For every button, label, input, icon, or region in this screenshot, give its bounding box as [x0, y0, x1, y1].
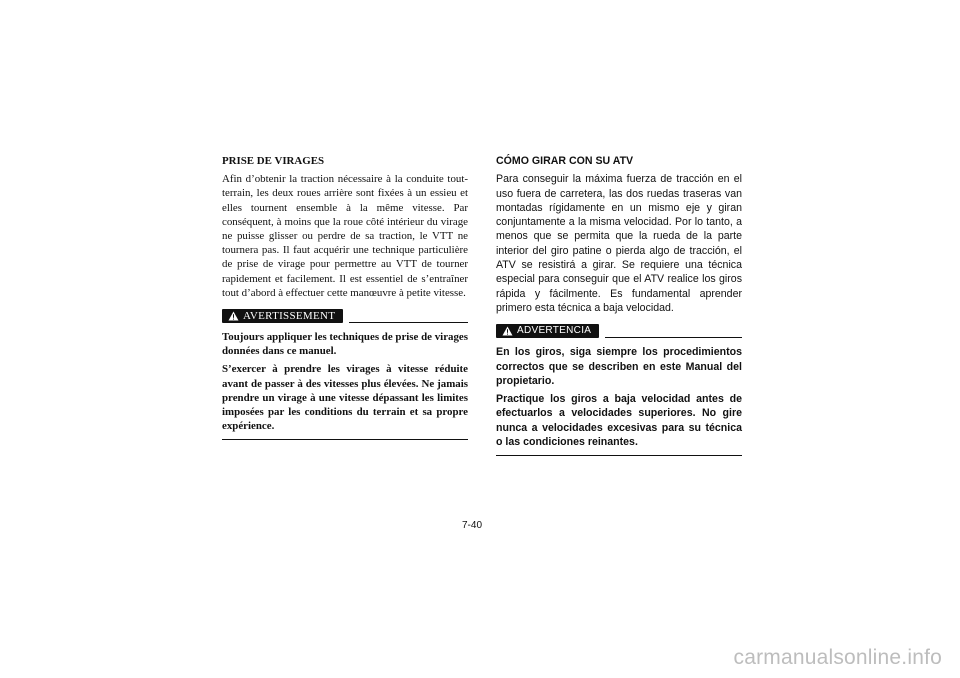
warning-triangle-icon [502, 326, 513, 336]
spanish-warning-badge [496, 324, 599, 338]
french-warning-text-1: Toujours appliquer les techniques de prise de virages données dans ce manuel. [222, 331, 468, 358]
french-warning-label: AVERTISSEMENT [243, 310, 336, 323]
spanish-column [496, 154, 742, 456]
french-warning-badge [222, 309, 343, 323]
spanish-warning-label: ADVERTENCIA [517, 325, 592, 337]
french-heading: PRISE DE VIRAGES [222, 155, 325, 167]
spanish-warning-text-1: En los giros, siga siempre los procedimientos correctos que se describen en este Manual del propietario. [496, 346, 742, 387]
french-warning-end-rule [222, 439, 468, 440]
spanish-warning-header [496, 323, 742, 339]
spanish-warning-end-rule [496, 455, 742, 456]
spanish-heading: CÓMO GIRAR CON SU ATV [496, 155, 634, 167]
french-warning-text-2: S’exercer à prendre les virages à vitesse réduite avant de passer à des vitesses plus élevées. Ne jamais prendre un virage à une vitesse dépassant les limites imposées par les conditions du terrain et sa propre expérience. [222, 363, 468, 433]
spanish-warning-text-2: Practique los giros a baja velocidad antes de efectuarlos a velocidades superiores. No gire nunca a velocidades excesivas para su técnica o las condiciones reinantes. [496, 393, 742, 449]
page-number: 7-40 [462, 520, 483, 531]
watermark: carmanualsonline.info [733, 646, 942, 669]
french-body: Afin d’obtenir la traction nécessaire à la conduite tout-terrain, les deux roues arrière sont fixées à un essieu et elles tournent ensemble à la même vitesse. Par conséquent, à moins que la roue côté intérieur du virage ne puisse glisser ou perdre de sa traction, le VTT ne tournera pas. Il faut acquérir une technique particulière de prise de virage pour permettre au VTT de tourner rapidement et facilement. Il est essentiel de s’entraîner tout d’abord à effectuer cette manœuvre à petite vitesse. [222, 173, 468, 299]
spanish-warning-rule [605, 337, 742, 338]
warning-triangle-icon [228, 311, 239, 321]
french-warning-rule [349, 322, 468, 323]
spanish-body: Para conseguir la máxima fuerza de tracción en el uso fuera de carretera, las dos ruedas traseras van montadas rígidamente en un mismo eje y giran conjuntamente a la misma velocidad. Por lo tanto, a menos que se permita que la rueda de la parte interior del giro patine o pierda algo de tracción, el ATV se resistirá a girar. Se requiere una técnica especial para conseguir que el ATV realice los giros rápida y fácilmente. Es fundamental aprender primero esta técnica a baja velocidad. [496, 173, 742, 314]
french-warning-header [222, 308, 468, 324]
french-column [222, 154, 468, 440]
